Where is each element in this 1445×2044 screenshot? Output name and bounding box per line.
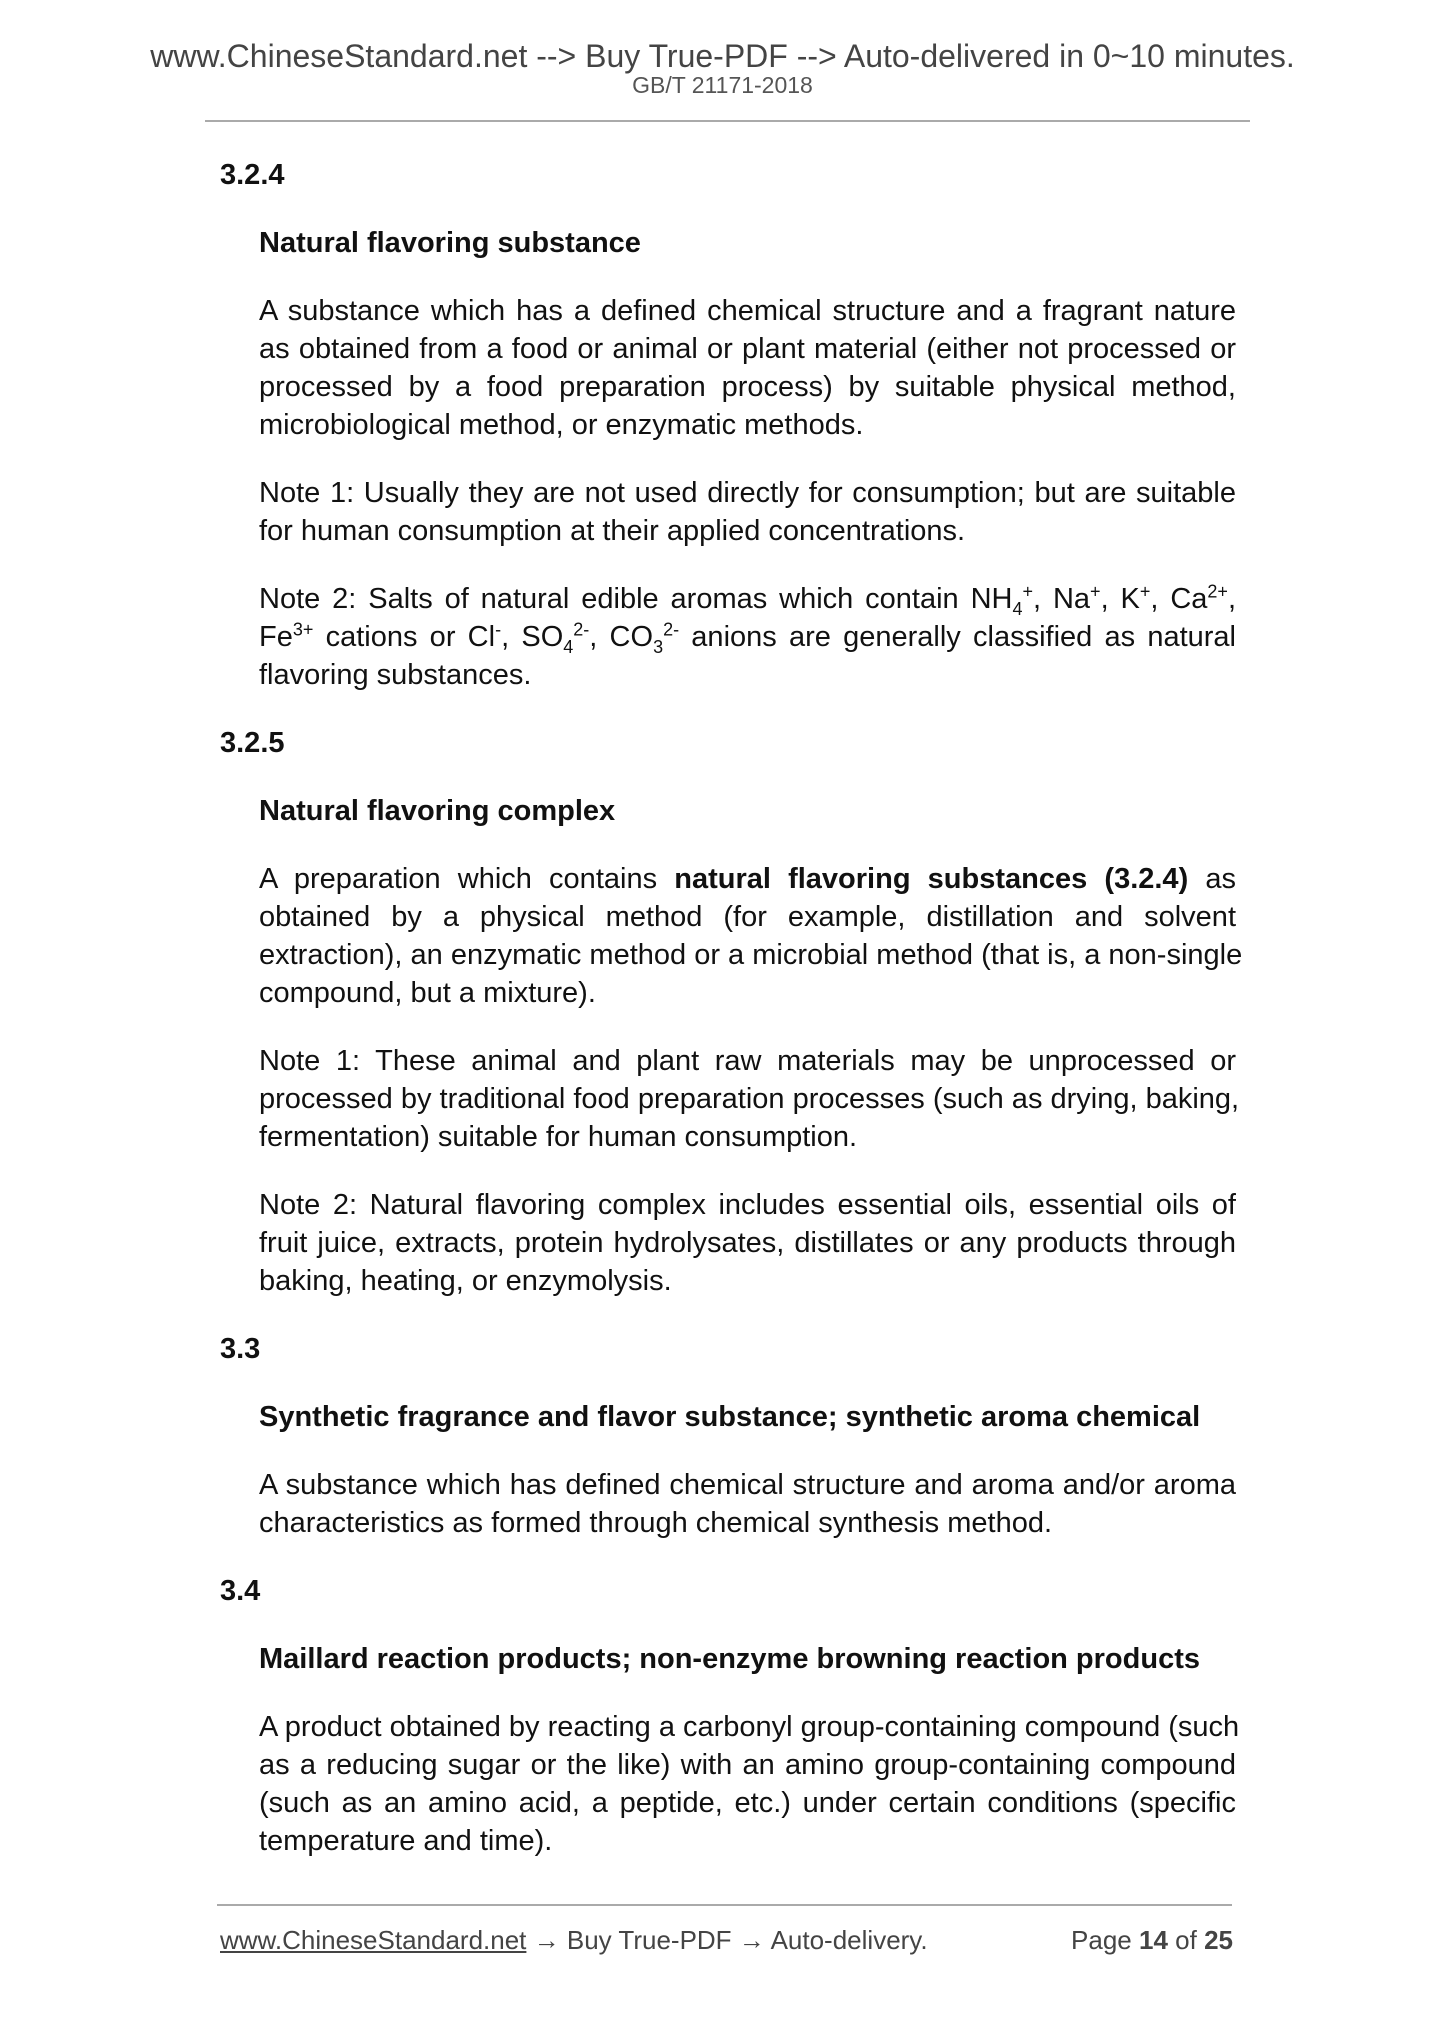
- clause-number: 3.2.5: [220, 727, 285, 759]
- text-line: [259, 1784, 1236, 1822]
- text-line: [259, 292, 1236, 330]
- supscript: 2-: [573, 619, 590, 640]
- text-run: cations or Cl: [313, 621, 496, 653]
- text-run: characteristics as formed through chemical synthesis method.: [259, 1507, 1053, 1539]
- text-line: [259, 1186, 1236, 1224]
- header-divider: [205, 120, 1250, 122]
- text-line: [259, 860, 1236, 898]
- text-run: , K: [1100, 583, 1140, 615]
- text-run: Note 1: These animal and plant raw materials may be unprocessed or: [259, 1045, 1236, 1077]
- footer-tagline: → Buy True-PDF → Auto-delivery.: [526, 1925, 928, 1955]
- footer-site-link[interactable]: www.ChineseStandard.net: [220, 1925, 527, 1955]
- document-id: GB/T 21171-2018: [632, 72, 813, 98]
- text-run: baking, heating, or enzymolysis.: [259, 1265, 672, 1297]
- text-line: [259, 580, 1236, 618]
- text-line: [259, 1822, 1236, 1860]
- text-run: , SO: [501, 621, 564, 653]
- term-heading: Synthetic fragrance and flavor substance; synthetic aroma chemical: [259, 1401, 1201, 1433]
- text-run: Note 1: Usually they are not used directly for consumption; but are suitable: [259, 477, 1236, 509]
- page-label: Page: [1071, 1925, 1132, 1955]
- text-run: fruit juice, extracts, protein hydrolysates, distillates or any products through: [259, 1227, 1236, 1259]
- text-run: compound, but a mixture).: [259, 977, 596, 1009]
- current-page: 14: [1139, 1925, 1168, 1955]
- text-run: as obtained from a food or animal or plant material (either not processed or: [259, 333, 1236, 365]
- page-number: [1071, 1924, 1233, 1956]
- clause-number: 3.4: [220, 1575, 261, 1607]
- text-line: [259, 406, 1236, 444]
- text-run: temperature and time).: [259, 1825, 553, 1857]
- text-run: processed by a food preparation process) by suitable physical method,: [259, 371, 1236, 403]
- text-run: A substance which has a defined chemical structure and a fragrant nature: [259, 295, 1236, 327]
- text-line: [259, 1042, 1236, 1080]
- text-line: [259, 656, 1236, 694]
- term-heading: Maillard reaction products; non-enzyme browning reaction products: [259, 1643, 1200, 1675]
- paragraph: [0, 860, 1243, 1012]
- text-run: extraction), an enzymatic method or a microbial method (that is, a non-single: [259, 939, 1243, 971]
- paragraph: [0, 474, 1236, 550]
- supscript: 2+: [1207, 581, 1228, 602]
- supscript: +: [1090, 581, 1101, 602]
- text-line: [259, 330, 1236, 368]
- supscript: +: [1022, 581, 1034, 602]
- text-run: as a reducing sugar or the like) with an amino group-containing compound: [259, 1749, 1236, 1781]
- text-run: ,: [1227, 583, 1236, 615]
- text-run: (such as an amino acid, a peptide, etc.) under certain conditions (specific: [259, 1787, 1236, 1819]
- supscript: 2-: [663, 619, 680, 640]
- text-run: , Na: [1033, 583, 1091, 615]
- text-run: flavoring substances.: [259, 659, 532, 691]
- subscript: 3: [653, 636, 664, 657]
- text-line: [259, 936, 1243, 974]
- text-line: [259, 368, 1236, 406]
- text-line: [259, 1708, 1240, 1746]
- clause-number: 3.3: [220, 1333, 261, 1365]
- footer: [220, 1924, 1233, 1956]
- text-line: [259, 1466, 1236, 1504]
- text-run: , Ca: [1150, 583, 1208, 615]
- text-run: obtained by a physical method (for example, distillation and solvent: [259, 901, 1236, 933]
- paragraph: [0, 1186, 1236, 1300]
- term-heading: Natural flavoring substance: [259, 227, 641, 259]
- text-run: A preparation which contains: [259, 863, 675, 895]
- paragraph: [0, 1042, 1240, 1156]
- text-line: [259, 1504, 1236, 1542]
- supscript: -: [495, 619, 502, 640]
- bold-term: natural flavoring substances (3.2.4): [674, 863, 1189, 895]
- total-pages: 25: [1204, 1925, 1233, 1955]
- supscript: 3+: [292, 619, 314, 640]
- paragraph: [0, 580, 1236, 694]
- text-line: [259, 1224, 1236, 1262]
- document-body: [0, 156, 1445, 1890]
- text-run: as: [1188, 863, 1237, 895]
- clause-number: 3.2.4: [220, 159, 285, 191]
- text-run: fermentation) suitable for human consumption.: [259, 1121, 858, 1153]
- text-line: [259, 618, 1236, 656]
- text-line: [259, 474, 1236, 512]
- paragraph: [0, 292, 1236, 444]
- text-line: [259, 512, 1236, 550]
- text-run: for human consumption at their applied concentrations.: [259, 515, 966, 547]
- header-banner: www.ChineseStandard.net --> Buy True-PDF --> Auto-delivered in 0~10 minutes.: [150, 38, 1295, 74]
- paragraph: [0, 1466, 1236, 1542]
- text-run: processed by traditional food preparation processes (such as drying, baking,: [259, 1083, 1240, 1115]
- text-run: A substance which has defined chemical structure and aroma and/or aroma: [259, 1469, 1236, 1501]
- supscript: +: [1139, 581, 1151, 602]
- text-run: Note 2: Natural flavoring complex includes essential oils, essential oils of: [259, 1189, 1236, 1221]
- text-line: [259, 1080, 1240, 1118]
- subscript: 4: [1012, 598, 1023, 619]
- text-line: [259, 974, 1236, 1012]
- paragraph: [0, 1708, 1240, 1860]
- text-run: A product obtained by reacting a carbonyl group-containing compound (such: [259, 1711, 1240, 1743]
- text-line: [259, 898, 1236, 936]
- text-line: [259, 1118, 1236, 1156]
- footer-divider: [217, 1904, 1232, 1906]
- subscript: 4: [563, 636, 574, 657]
- text-run: anions are generally classified as natural: [679, 621, 1236, 653]
- of-label: of: [1175, 1925, 1197, 1955]
- text-line: [259, 1746, 1236, 1784]
- text-run: Note 2: Salts of natural edible aromas which contain NH: [259, 583, 1013, 615]
- text-line: [259, 1262, 1236, 1300]
- text-run: , CO: [589, 621, 654, 653]
- text-run: microbiological method, or enzymatic methods.: [259, 409, 864, 441]
- term-heading: Natural flavoring complex: [259, 795, 616, 827]
- text-run: Fe: [259, 621, 293, 653]
